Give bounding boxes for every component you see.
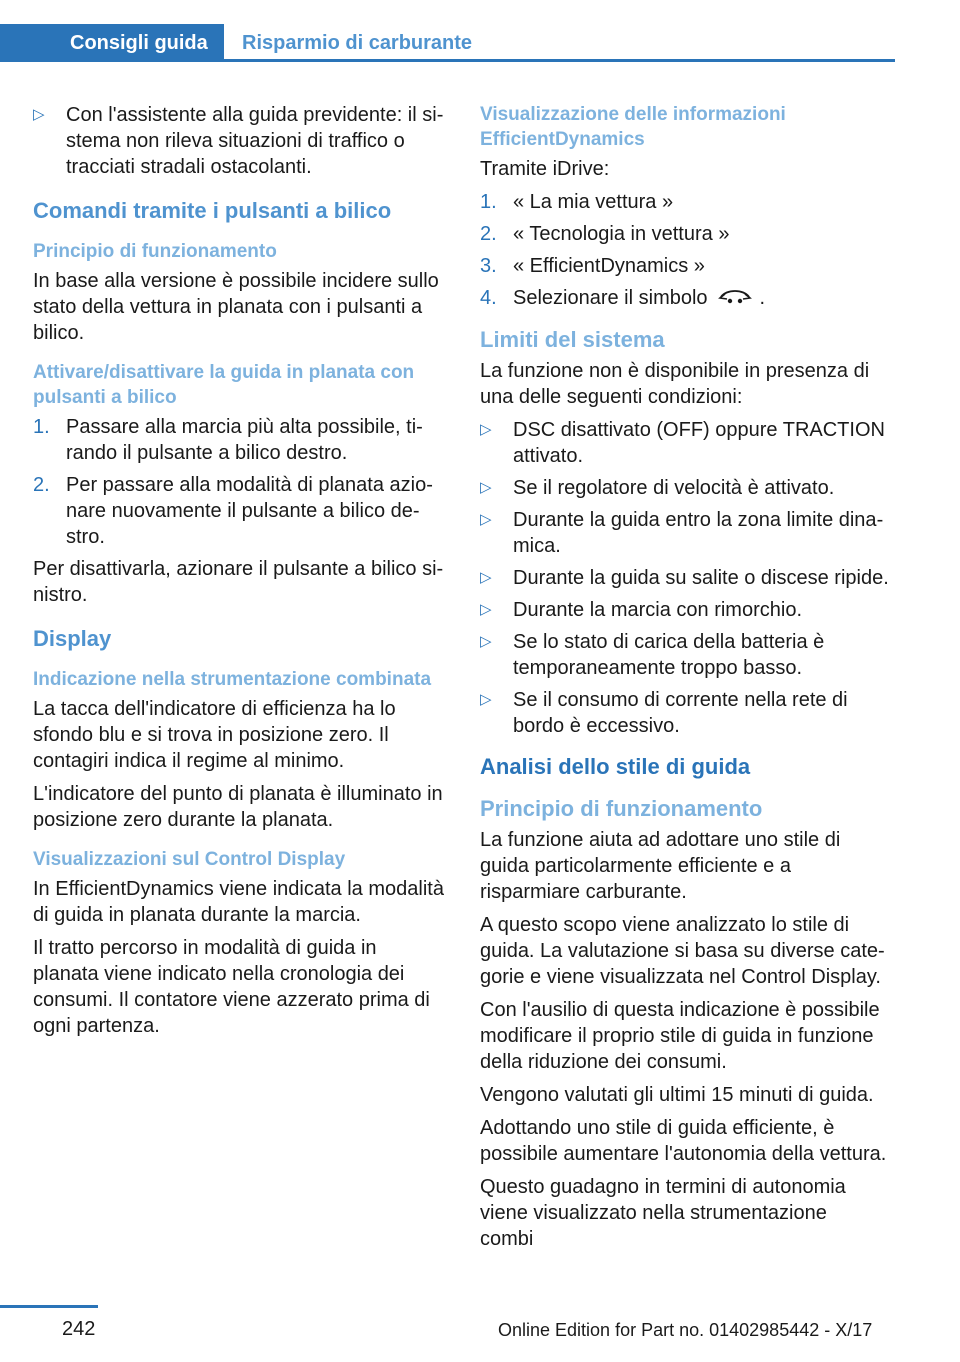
paragraph-analysis-3: Con l'ausilio di questa indicazione è possibile modificare il proprio stile di guida in funzione della riduzione dei consumi.: [480, 999, 880, 1074]
bullet-triangle-icon: ▷: [480, 691, 492, 709]
list-item: 2. « Tecnologia in vettura »: [480, 223, 730, 245]
list-item: 1. Passare alla marcia più alta possibile, tirando il pulsante a bilico destro.: [33, 416, 423, 464]
subheading-activate-coasting: Attivare/disattivare la guida in planata con pulsanti a bilico: [33, 362, 415, 408]
section-tab-fuel-saving: Risparmio di carburante: [242, 32, 473, 54]
list-item: ▷ Durante la guida su salite o discese ripide.: [480, 567, 889, 590]
paragraph-control-1: In EfficientDynamics viene indicata la modalità di guida in planata durante la marcia.: [33, 878, 444, 926]
paragraph-control-2: Il tratto percorso in modalità di guida in planata viene indicato nella cronologia dei consumi. Il contatore viene azzerato prima di ogni partenza.: [33, 937, 430, 1037]
right-column: [480, 102, 892, 1259]
paragraph-idrive: Tramite iDrive:: [480, 158, 610, 180]
footer-divider: [0, 1305, 98, 1308]
edition-note: Online Edition for Part no. 01402985442 - X/17: [498, 1320, 873, 1340]
heading-rocker-buttons: Comandi tramite i pulsanti a bilico: [33, 198, 392, 223]
paragraph-deactivate: Per disattivarla, azionare il pulsante a bilico sinistro.: [33, 558, 444, 606]
coasting-car-icon: [718, 285, 752, 312]
paragraph-analysis-4: Vengono valutati gli ultimi 15 minuti di guida.: [480, 1084, 874, 1107]
paragraph-cluster-1: La tacca dell'indicatore di efficienza ha lo sfondo blu e si trova in posizione zero. Il contagiri indica il regime al minimo.: [33, 698, 396, 772]
subheading-principle: Principio di funzionamento: [33, 241, 277, 262]
conditions-list: [480, 417, 892, 739]
paragraph-principle: In base alla versione è possibile incidere sullo stato della vettura in planata con i pulsanti a bilico.: [33, 270, 439, 344]
intro-bullet-list: [33, 102, 445, 180]
paragraph-analysis-5: Adottando uno stile di guida efficiente, è possibile aumentare l'autonomia della vettura.: [480, 1117, 887, 1166]
list-item: ▷ Durante la marcia con rimorchio.: [480, 599, 802, 622]
bullet-triangle-icon: ▷: [480, 633, 492, 651]
page-number: 242: [62, 1318, 96, 1340]
list-item: ▷ Con l'assistente alla guida previdente: il sistema non rileva situazioni di traffico o tracciati stradali ostacolanti.: [33, 104, 444, 178]
page-header: [0, 24, 895, 62]
list-item: ▷ DSC disattivato (OFF) oppure TRACTION attivato.: [480, 419, 885, 468]
list-item: 3. « EfficientDynamics »: [480, 255, 705, 277]
list-item: 4. Selezionare il simbolo .: [480, 285, 892, 312]
list-item: 1. « La mia vettura »: [480, 191, 674, 213]
left-column: [33, 102, 445, 1046]
subheading-efficientdynamics-info: Visualizzazione delle informazioni EfficientDynamics: [480, 104, 786, 150]
bullet-triangle-icon: ▷: [480, 479, 492, 497]
bullet-triangle-icon: ▷: [33, 106, 45, 123]
list-item: ▷ Se il consumo di corrente nella rete di bordo è eccessivo.: [480, 689, 848, 738]
list-item: ▷ Durante la guida entro la zona limite dinamica.: [480, 509, 884, 558]
paragraph-analysis-1: La funzione aiuta ad adottare uno stile di guida particolarmente efficiente e a risparmiare carburante.: [480, 829, 841, 904]
list-item: ▷ Se lo stato di carica della batteria è temporaneamente troppo basso.: [480, 631, 825, 680]
paragraph-analysis-6: Questo guadagno in termini di autonomia viene visualizzato nella strumentazione combi: [480, 1176, 846, 1251]
paragraph-limits: La funzione non è disponibile in presenza di una delle seguenti condizioni:: [480, 360, 870, 409]
bullet-triangle-icon: ▷: [480, 511, 492, 529]
header-divider: [224, 59, 895, 62]
bullet-triangle-icon: ▷: [480, 421, 492, 439]
subheading-instrument-cluster: Indicazione nella strumentazione combinata: [33, 669, 432, 690]
subheading-principle-analysis: Principio di funzionamento: [480, 796, 763, 822]
heading-driving-style-analysis: Analisi dello stile di guida: [480, 754, 751, 780]
paragraph-analysis-2: A questo scopo viene analizzato lo stile di guida. La valutazione si basa su diverse categorie e viene visualizzata nel Control Display.: [480, 914, 885, 989]
paragraph-cluster-2: L'indicatore del punto di planata è illuminato in posizione zero durante la planata.: [33, 783, 443, 831]
heading-system-limits: Limiti del sistema: [480, 327, 665, 353]
idrive-steps: [480, 189, 892, 312]
list-item: ▷ Se il regolatore di velocità è attivato.: [480, 477, 835, 500]
subheading-control-display: Visualizzazioni sul Control Display: [33, 849, 346, 870]
bullet-triangle-icon: ▷: [480, 601, 492, 619]
section-tab-driving-tips: Consigli guida: [0, 24, 224, 62]
heading-display: Display: [33, 626, 112, 651]
list-item: 2. Per passare alla modalità di planata azionare nuovamente il pulsante a bilico destro.: [33, 474, 433, 548]
bullet-triangle-icon: ▷: [480, 569, 492, 587]
activation-steps: [33, 414, 445, 550]
